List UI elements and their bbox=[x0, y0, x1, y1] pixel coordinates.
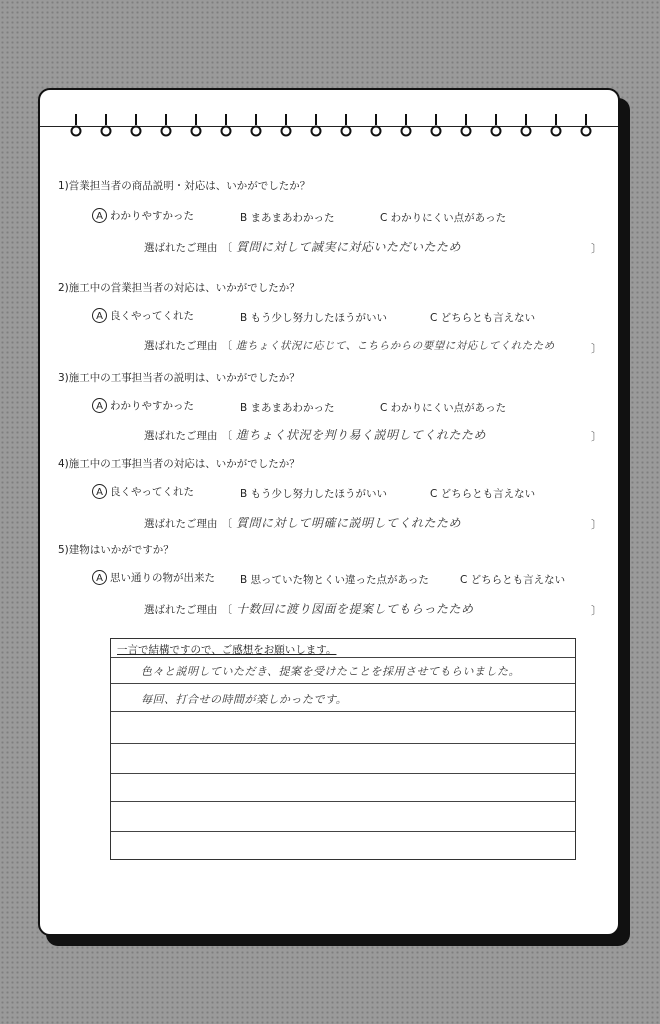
spiral-ring-icon bbox=[310, 113, 322, 139]
question-5-handwritten-reason: 十数回に渡り図面を提案してもらったため bbox=[236, 602, 474, 616]
spiral-ring-icon bbox=[520, 113, 532, 139]
question-5-reason: 選ばれたご理由 〔 十数回に渡り図面を提案してもらったため bbox=[144, 602, 474, 616]
spiral-ring-icon bbox=[280, 113, 292, 139]
comment-rule bbox=[111, 683, 575, 684]
bracket-close: 〕 bbox=[591, 430, 602, 443]
spiral-ring-icon bbox=[160, 113, 172, 139]
question-3-option-b: B まあまあわかった bbox=[240, 402, 335, 414]
spiral-ring-icon bbox=[250, 113, 262, 139]
spiral-ring-icon bbox=[130, 113, 142, 139]
question-2-option-a: A 良くやってくれた bbox=[92, 308, 194, 323]
comment-title: 一言で結構ですので、ご感想をお願いします。 bbox=[117, 644, 337, 656]
bracket-close: 〕 bbox=[591, 242, 602, 255]
notebook-page bbox=[38, 88, 620, 936]
question-1-option-b: B まあまあわかった bbox=[240, 212, 335, 224]
question-3-handwritten-reason: 進ちょく状況を判り易く説明してくれたため bbox=[236, 428, 487, 442]
spiral-ring-icon bbox=[580, 113, 592, 139]
question-5-option-b: B 思っていた物とくい違った点があった bbox=[240, 574, 429, 586]
comment-box bbox=[110, 638, 576, 860]
spiral-ring-icon bbox=[430, 113, 442, 139]
question-1-reason: 選ばれたご理由 〔 質問に対して誠実に対応いただいたため bbox=[144, 240, 462, 254]
comment-rule bbox=[111, 743, 575, 744]
selected-circle-icon: A bbox=[92, 208, 107, 223]
spiral-ring-icon bbox=[460, 113, 472, 139]
question-4-title: 4)施工中の工事担当者の対応は、いかがでしたか？ bbox=[58, 458, 300, 470]
question-1-option-a: A わかりやすかった bbox=[92, 208, 194, 223]
bracket-close: 〕 bbox=[591, 518, 602, 531]
question-4-handwritten-reason: 質問に対して明確に説明してくれたため bbox=[236, 516, 462, 530]
question-2-title: 2)施工中の営業担当者の対応は、いかがでしたか？ bbox=[58, 282, 300, 294]
bracket-close: 〕 bbox=[591, 604, 602, 617]
question-3-option-a: A わかりやすかった bbox=[92, 398, 194, 413]
comment-rule bbox=[111, 773, 575, 774]
comment-line-1: 色々と説明していただき、提案を受けたことを採用させてもらいました。 bbox=[141, 665, 521, 678]
question-3-option-c: C わかりにくい点があった bbox=[380, 402, 507, 414]
question-2-option-b: B もう少し努力したほうがいい bbox=[240, 312, 388, 324]
question-2-handwritten-reason: 進ちょく状況に応じて、こちらからの要望に対応してくれたため bbox=[236, 340, 555, 352]
selected-circle-icon: A bbox=[92, 484, 107, 499]
bracket-close: 〕 bbox=[591, 342, 602, 355]
spiral-ring-icon bbox=[220, 113, 232, 139]
spiral-ring-icon bbox=[550, 113, 562, 139]
comment-line-2: 毎回、打合せの時間が楽しかったです。 bbox=[141, 693, 348, 706]
question-1-option-c: C わかりにくい点があった bbox=[380, 212, 507, 224]
comment-rule bbox=[111, 657, 575, 658]
spiral-ring-icon bbox=[340, 113, 352, 139]
question-5-option-a: A 思い通りの物が出来た bbox=[92, 570, 215, 585]
spiral-ring-icon bbox=[490, 113, 502, 139]
comment-rule bbox=[111, 831, 575, 832]
question-5-title: 5)建物はいかがですか？ bbox=[58, 544, 174, 556]
comment-rule bbox=[111, 711, 575, 712]
question-4-option-b: B もう少し努力したほうがいい bbox=[240, 488, 388, 500]
question-2-option-c: C どちらとも言えない bbox=[430, 312, 536, 324]
comment-rule bbox=[111, 801, 575, 802]
question-5-option-c: C どちらとも言えない bbox=[460, 574, 566, 586]
selected-circle-icon: A bbox=[92, 570, 107, 585]
selected-circle-icon: A bbox=[92, 308, 107, 323]
spiral-ring-icon bbox=[190, 113, 202, 139]
spiral-binding bbox=[40, 126, 618, 127]
spiral-ring-icon bbox=[370, 113, 382, 139]
spiral-ring-icon bbox=[100, 113, 112, 139]
question-3-title: 3)施工中の工事担当者の説明は、いかがでしたか？ bbox=[58, 372, 300, 384]
question-4-option-a: A 良くやってくれた bbox=[92, 484, 194, 499]
question-4-reason: 選ばれたご理由 〔 質問に対して明確に説明してくれたため bbox=[144, 516, 462, 530]
question-2-reason: 選ばれたご理由 〔 進ちょく状況に応じて、こちらからの要望に対応してくれたため bbox=[144, 340, 555, 352]
question-1-handwritten-reason: 質問に対して誠実に対応いただいたため bbox=[236, 240, 462, 254]
question-4-option-c: C どちらとも言えない bbox=[430, 488, 536, 500]
spiral-ring-icon bbox=[70, 113, 82, 139]
spiral-ring-icon bbox=[400, 113, 412, 139]
question-1-title: 1)営業担当者の商品説明・対応は、いかがでしたか？ bbox=[58, 180, 311, 192]
selected-circle-icon: A bbox=[92, 398, 107, 413]
question-3-reason: 選ばれたご理由 〔 進ちょく状況を判り易く説明してくれたため bbox=[144, 428, 487, 442]
